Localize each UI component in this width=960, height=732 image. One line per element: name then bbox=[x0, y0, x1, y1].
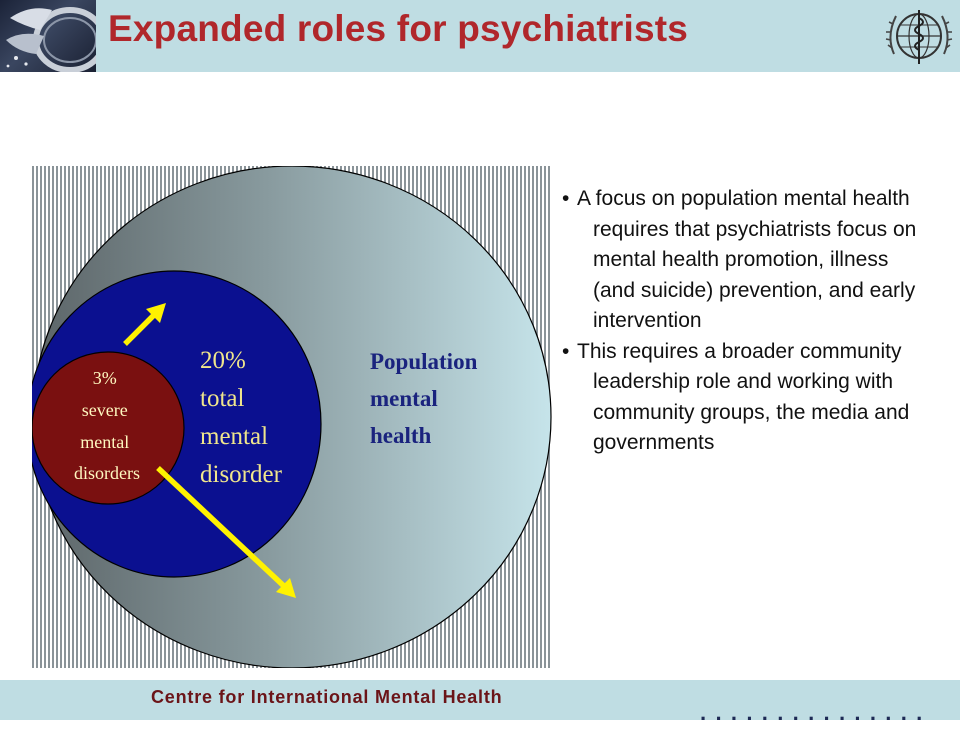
outer-circle-label: Population mental health bbox=[370, 349, 478, 448]
population-mental-health-diagram bbox=[32, 166, 552, 668]
bullet-text: This requires a broader community leadership role and working with community groups, the media and governments bbox=[577, 339, 910, 454]
bullet-list bbox=[562, 184, 932, 459]
bullet-text: A focus on population mental health requires that psychiatrists focus on mental health promotion, illness (and suicide) prevention, and early intervention bbox=[577, 187, 917, 332]
middle-circle-label: 20% total mental disorder bbox=[200, 347, 282, 488]
bullet-item bbox=[562, 184, 932, 337]
inner-circle-label: 3% severe mental disorders bbox=[74, 368, 140, 483]
bullet-marker: • bbox=[562, 187, 570, 210]
crescent-emblem-icon bbox=[0, 0, 96, 72]
who-emblem-icon bbox=[884, 4, 954, 68]
bullet-item bbox=[562, 337, 932, 459]
bullet-marker: • bbox=[562, 339, 570, 363]
footer-partial-text: · · · · · · · · · · · · · · · bbox=[700, 706, 925, 731]
page-title: Expanded roles for psychiatrists bbox=[108, 8, 689, 49]
footer-text: Centre for International Mental Health bbox=[151, 687, 503, 707]
